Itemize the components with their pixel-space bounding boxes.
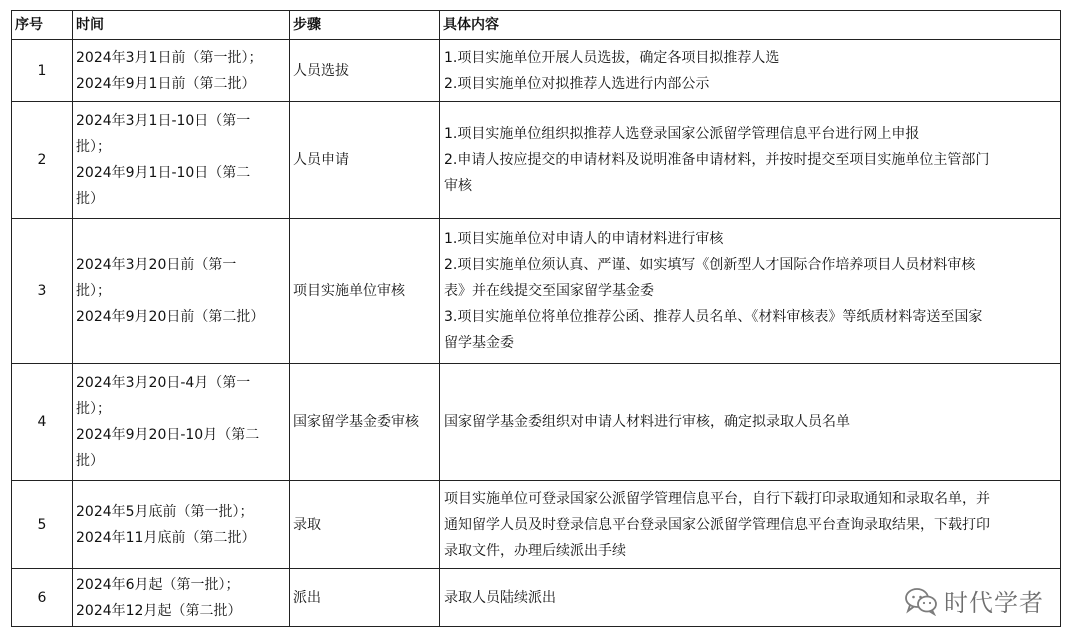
row-step: 国家留学基金委审核: [290, 364, 440, 481]
content-line: 审核: [444, 178, 472, 194]
time-line: 2024年3月1日-10日（第一: [76, 113, 251, 129]
time-line: 批）；: [76, 401, 111, 417]
time-line: 批）: [76, 453, 104, 469]
content-line: 项目实施单位可登录国家公派留学管理信息平台，自行下载打印录取通知和录取名单，并: [444, 490, 990, 507]
row-content: [440, 219, 1061, 364]
time-line: 2024年3月1日前（第一批）；: [76, 49, 263, 66]
time-line: 批）；: [76, 139, 111, 155]
time-line: 2024年9月20日-10月（第二: [76, 427, 260, 443]
table-row: [12, 219, 1061, 364]
row-content: [440, 40, 1061, 102]
content-line: 1.项目实施单位开展人员选拔，确定各项目拟推荐人选: [444, 49, 780, 66]
table-header-row: [12, 11, 1061, 40]
header-content: 具体内容: [440, 11, 1061, 40]
content-line: 1.项目实施单位组织拟推荐人选登录国家公派留学管理信息平台进行网上申报: [444, 126, 920, 142]
content-line: 录取文件，办理后续派出手续: [444, 542, 626, 559]
content-line: 2.项目实施单位须认真、严谨、如实填写《创新型人才国际合作培养项目人员材料审核: [444, 257, 976, 273]
time-line: 2024年9月1日-10日（第二: [76, 165, 251, 181]
row-content: [440, 364, 1061, 481]
row-time: [73, 219, 290, 364]
row-step: 人员选拔: [290, 40, 440, 102]
time-line: 批）: [76, 191, 104, 207]
header-time: 时间: [73, 11, 290, 40]
watermark-text: 时代学者: [944, 589, 1044, 617]
row-content: [440, 481, 1061, 569]
content-line: 2.申请人按应提交的申请材料及说明准备申请材料，并按时提交至项目实施单位主管部门: [444, 152, 990, 168]
row-time: [73, 364, 290, 481]
row-index: 1: [12, 40, 73, 102]
schedule-table: [11, 10, 1061, 627]
content-line: 国家留学基金委组织对申请人材料进行审核，确定拟录取人员名单: [444, 414, 850, 430]
table-row: [12, 481, 1061, 569]
header-index: 序号: [12, 11, 73, 40]
time-line: 2024年3月20日-4月（第一: [76, 375, 251, 391]
content-line: 1.项目实施单位对申请人的申请材料进行审核: [444, 231, 724, 247]
wechat-icon: [904, 586, 938, 616]
content-line: 留学基金委: [444, 335, 514, 351]
row-index: 2: [12, 102, 73, 219]
content-line: 录取人员陆续派出: [444, 589, 556, 606]
row-index: 3: [12, 219, 73, 364]
row-step: 录取: [290, 481, 440, 569]
row-index: 5: [12, 481, 73, 569]
time-line: 2024年3月20日前（第一: [76, 257, 237, 273]
content-line: 表》并在线提交至国家留学基金委: [444, 283, 654, 299]
row-time: [73, 102, 290, 219]
row-index: 6: [12, 569, 73, 627]
time-line: 2024年6月起（第一批）；: [76, 576, 240, 593]
content-line: 通知留学人员及时登录信息平台登录国家公派留学管理信息平台查询录取结果，下载打印: [444, 516, 990, 533]
row-step: 人员申请: [290, 102, 440, 219]
table-row: [12, 40, 1061, 102]
time-line: 批）；: [76, 283, 111, 299]
row-time: [73, 40, 290, 102]
time-line: 2024年12月起（第二批）: [76, 602, 242, 619]
table-row: [12, 102, 1061, 219]
time-line: 2024年11月底前（第二批）: [76, 529, 256, 546]
time-line: 2024年5月底前（第一批）；: [76, 503, 254, 520]
content-line: 3.项目实施单位将单位推荐公函、推荐人员名单、《材料审核表》等纸质材料寄送至国家: [444, 309, 983, 325]
header-step: 步骤: [290, 11, 440, 40]
content-line: 2.项目实施单位对拟推荐人选进行内部公示: [444, 75, 710, 92]
table-row: [12, 364, 1061, 481]
watermark: [904, 583, 1044, 618]
row-step: 项目实施单位审核: [290, 219, 440, 364]
row-index: 4: [12, 364, 73, 481]
row-step: 派出: [290, 569, 440, 627]
row-time: [73, 569, 290, 627]
time-line: 2024年9月1日前（第二批）: [76, 75, 256, 92]
row-content: [440, 102, 1061, 219]
time-line: 2024年9月20日前（第二批）: [76, 309, 265, 325]
row-time: [73, 481, 290, 569]
